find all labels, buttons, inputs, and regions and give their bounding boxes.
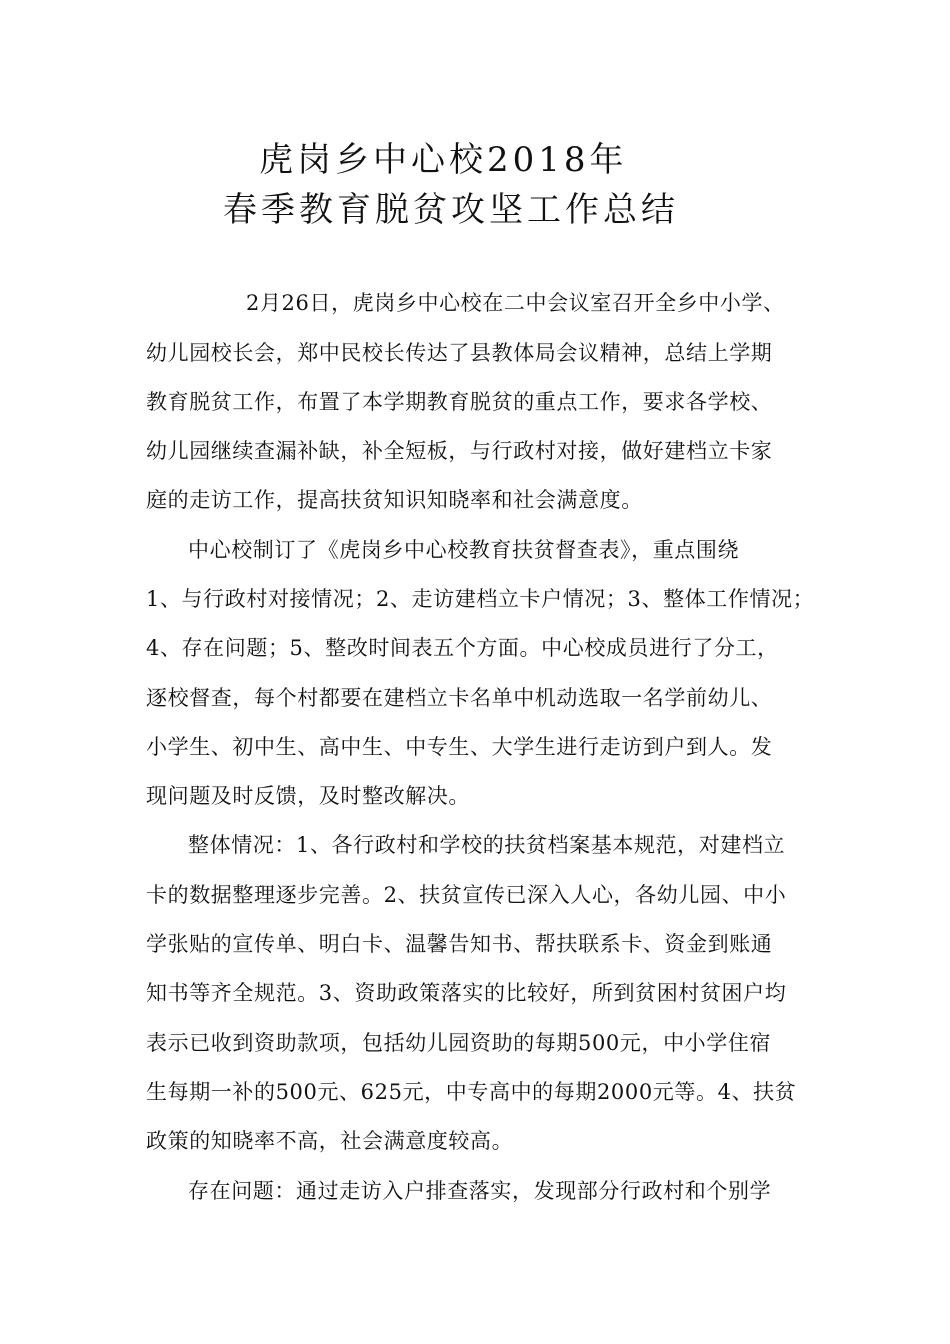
paragraph-1-line-5: 庭的走访工作，提高扶贫知识知晓率和社会满意度。	[146, 488, 643, 512]
paragraph-2-line-3: 4、存在问题；5、整改时间表五个方面。中心校成员进行了分工，	[146, 636, 779, 660]
paragraph-2-line-6: 现问题及时反馈，及时整改解决。	[146, 784, 470, 808]
paragraph-3-line-2: 卡的数据整理逐步完善。2、扶贫宣传已深入人心，各幼儿园、中小	[146, 883, 787, 907]
paragraph-1-line-3: 教育脱贫工作，布置了本学期教育脱贫的重点工作，要求各学校、	[146, 390, 773, 414]
paragraph-4-line-1: 存在问题：通过走访入户排查落实，发现部分行政村和个别学	[188, 1179, 772, 1203]
paragraph-1-line-4: 幼儿园继续查漏补缺，补全短板，与行政村对接，做好建档立卡家	[146, 439, 773, 463]
paragraph-3-line-4: 知书等齐全规范。3、资助政策落实的比较好，所到贫困村贫困户均	[146, 981, 787, 1005]
paragraph-1-line-1: 2月26日，虎岗乡中心校在二中会议室召开全乡中小学、	[246, 291, 785, 315]
paragraph-3-line-5: 表示已收到资助款项，包括幼儿园资助的每期500元，中小学住宿	[146, 1031, 772, 1055]
paragraph-1-line-2: 幼儿园校长会，郑中民校长传达了县教体局会议精神，总结上学期	[146, 341, 773, 365]
paragraph-3-line-3: 学张贴的宣传单、明白卡、温馨告知书、帮扶联系卡、资金到账通	[146, 932, 773, 956]
paragraph-2-line-2: 1、与行政村对接情况；2、走访建档立卡户情况；3、整体工作情况；	[146, 587, 815, 611]
paragraph-2-line-1: 中心校制订了《虎岗乡中心校教育扶贫督查表》，重点围绕	[188, 538, 740, 562]
paragraph-3-line-6: 生每期一补的500元、625元，中专高中的每期2000元等。4、扶贫	[146, 1080, 797, 1104]
document-title-line-2: 春季教育脱贫攻坚工作总结	[223, 190, 679, 230]
paragraph-2-line-4: 逐校督查，每个村都要在建档立卡名单中机动选取一名学前幼儿、	[146, 686, 773, 710]
paragraph-3-line-1: 整体情况：1、各行政村和学校的扶贫档案基本规范，对建档立	[188, 833, 786, 857]
paragraph-3-line-7: 政策的知晓率不高，社会满意度较高。	[146, 1129, 514, 1153]
paragraph-2-line-5: 小学生、初中生、高中生、中专生、大学生进行走访到户到人。发	[146, 735, 773, 759]
document-title-line-1: 虎岗乡中心校2018年	[259, 140, 628, 180]
